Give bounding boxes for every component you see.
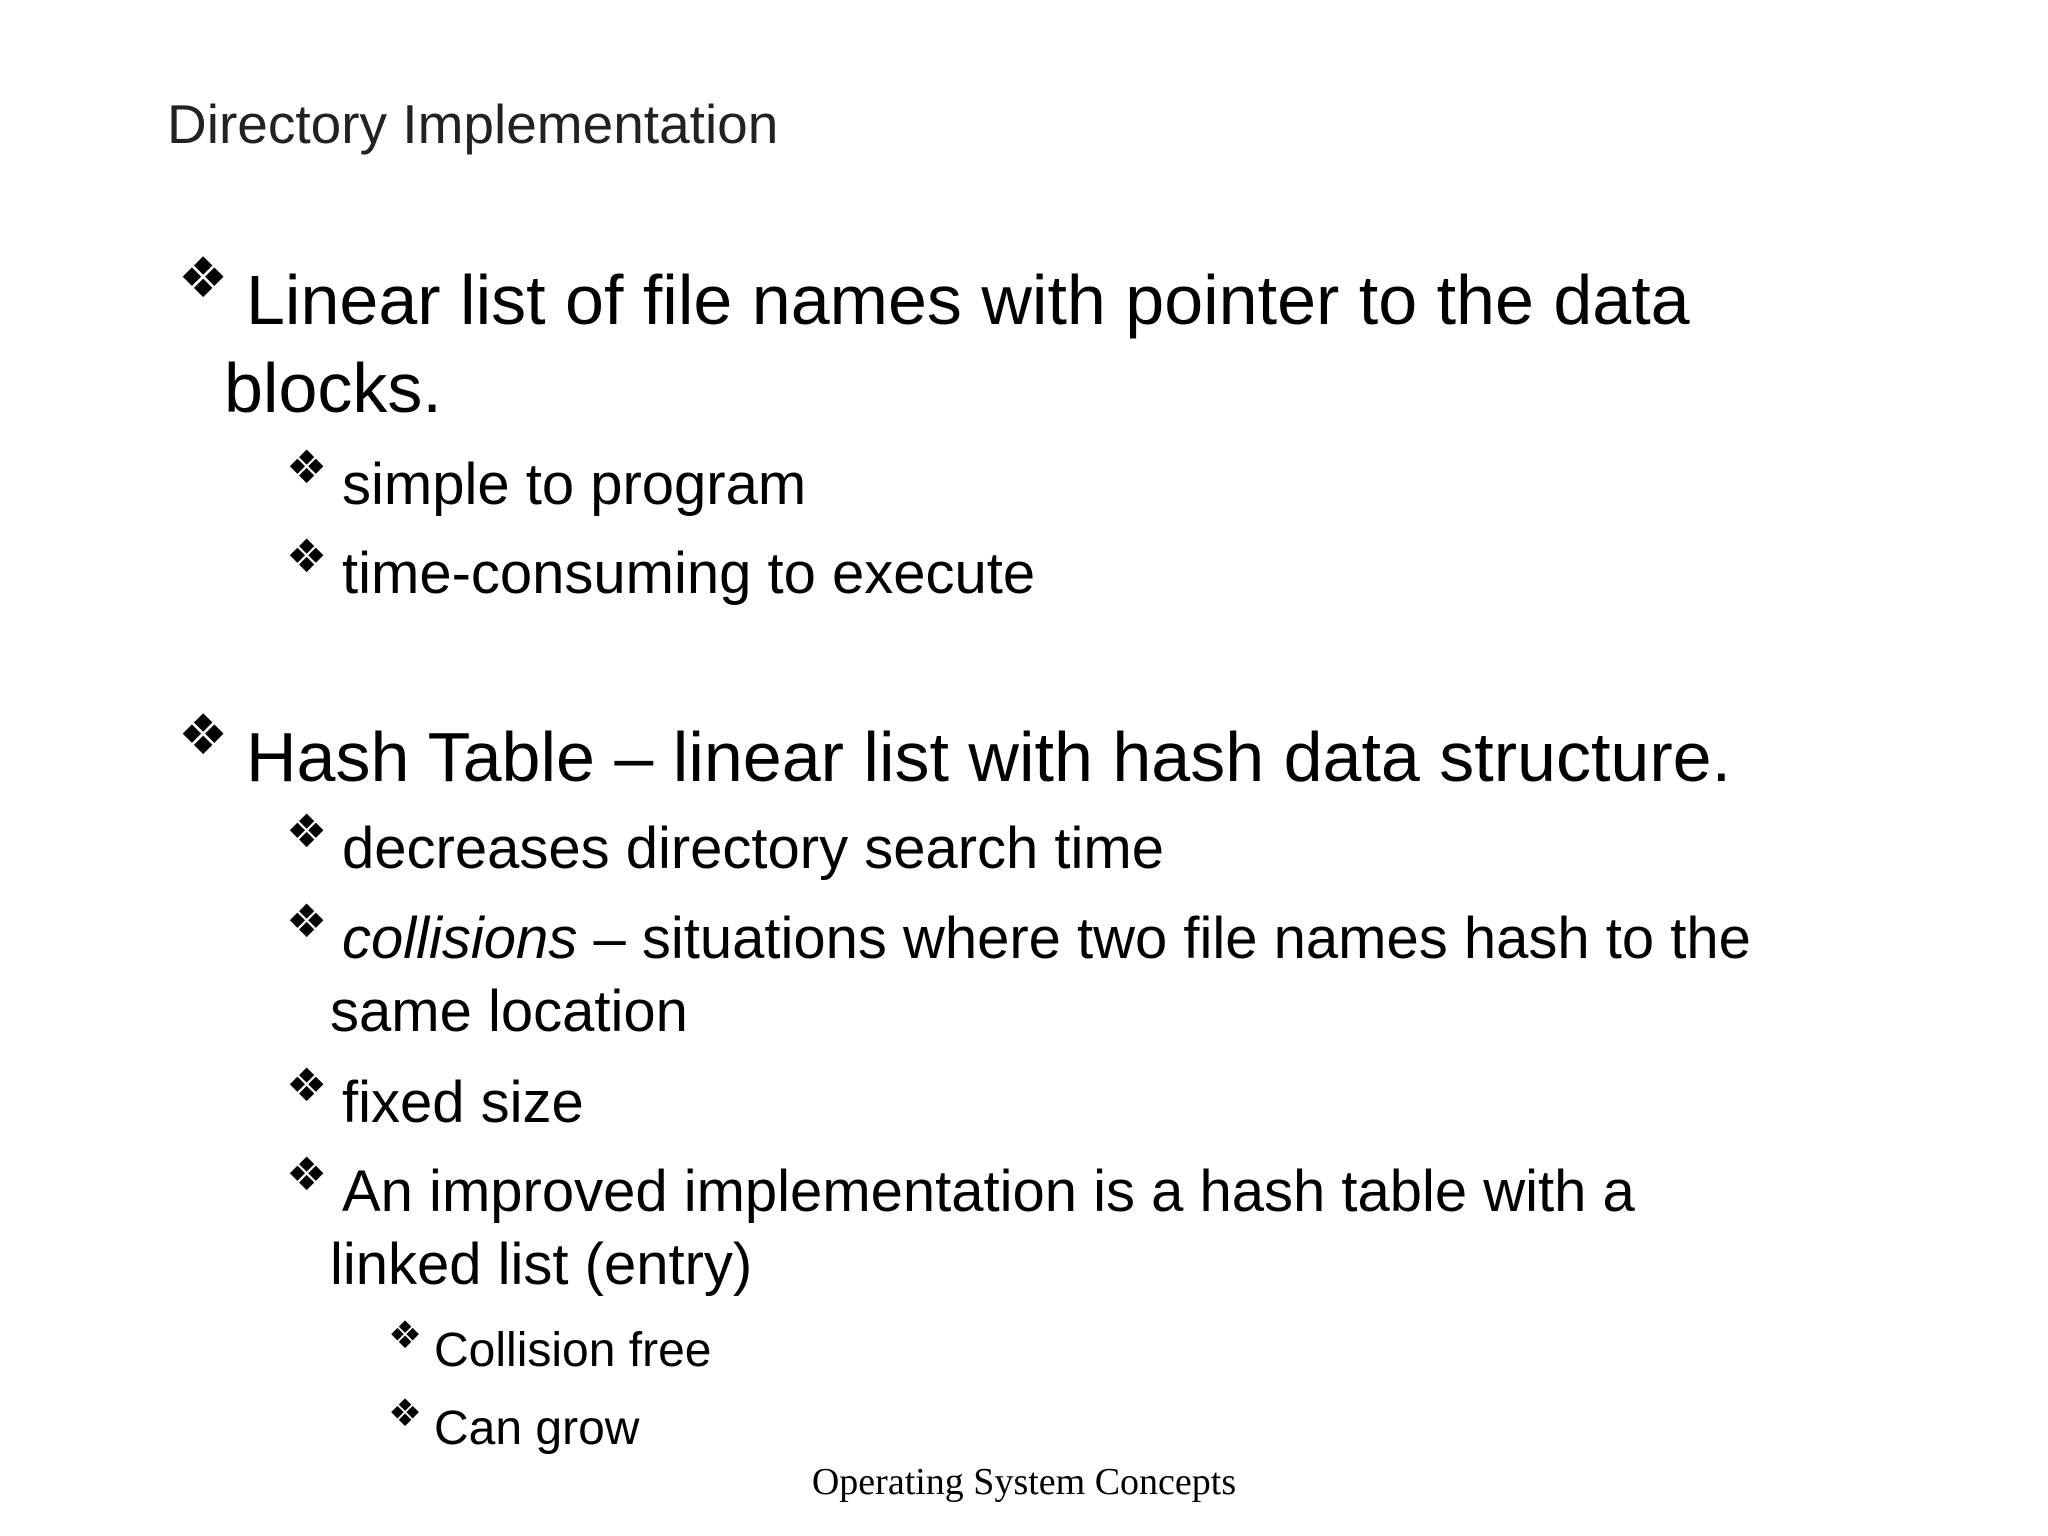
diamond-bullet-icon: ❖ [286,530,328,582]
slide-footer: Operating System Concepts [811,1461,1237,1503]
diamond-bullet-icon: ❖ [286,805,328,857]
subsubbullet-text: Can grow [434,1402,640,1455]
subbullet-decreases-search-time [286,805,1164,885]
diamond-bullet-icon: ❖ [286,1148,328,1200]
subbullet-text: simple to program [342,452,807,517]
collisions-term: collisions [342,906,578,971]
diamond-bullet-icon: ❖ [388,1315,423,1357]
subbullet-text-line: same location [330,979,688,1044]
subbullet-text: decreases directory search time [342,816,1164,881]
diamond-bullet-icon: ❖ [286,1059,328,1111]
subsubbullet-collision-free [388,1315,712,1382]
bullet-linear-list [178,246,1878,432]
subbullet-improved-implementation [286,1148,1635,1301]
subbullet-collisions [286,895,1751,1048]
diamond-bullet-icon: ❖ [286,441,328,493]
bullet-text: Hash Table – linear list with hash data structure. [246,718,1732,796]
diamond-bullet-icon: ❖ [178,246,229,309]
subbullet-fixed-size [286,1059,584,1139]
subbullet-text: fixed size [342,1070,584,1135]
subbullet-time-consuming [286,530,1036,610]
bullet-text-line: blocks. [224,349,442,427]
subbullet-text-line: An improved implementation is a hash table with a [342,1159,1635,1224]
bullet-text-line: Linear list of file names with pointer to the data [246,261,1690,339]
diamond-bullet-icon: ❖ [388,1393,423,1435]
bullet-hash-table [178,703,1732,801]
subsubbullet-can-grow [388,1393,640,1460]
slide-title: Directory Implementation [167,93,779,155]
collisions-definition: – situations where two file names hash to the [577,906,1751,971]
subbullet-simple-to-program [286,441,807,521]
diamond-bullet-icon: ❖ [286,895,328,947]
subsubbullet-text: Collision free [434,1324,712,1377]
subbullet-text-line: linked list (entry) [330,1232,753,1297]
subbullet-text: time-consuming to execute [342,541,1036,606]
diamond-bullet-icon: ❖ [178,703,229,766]
